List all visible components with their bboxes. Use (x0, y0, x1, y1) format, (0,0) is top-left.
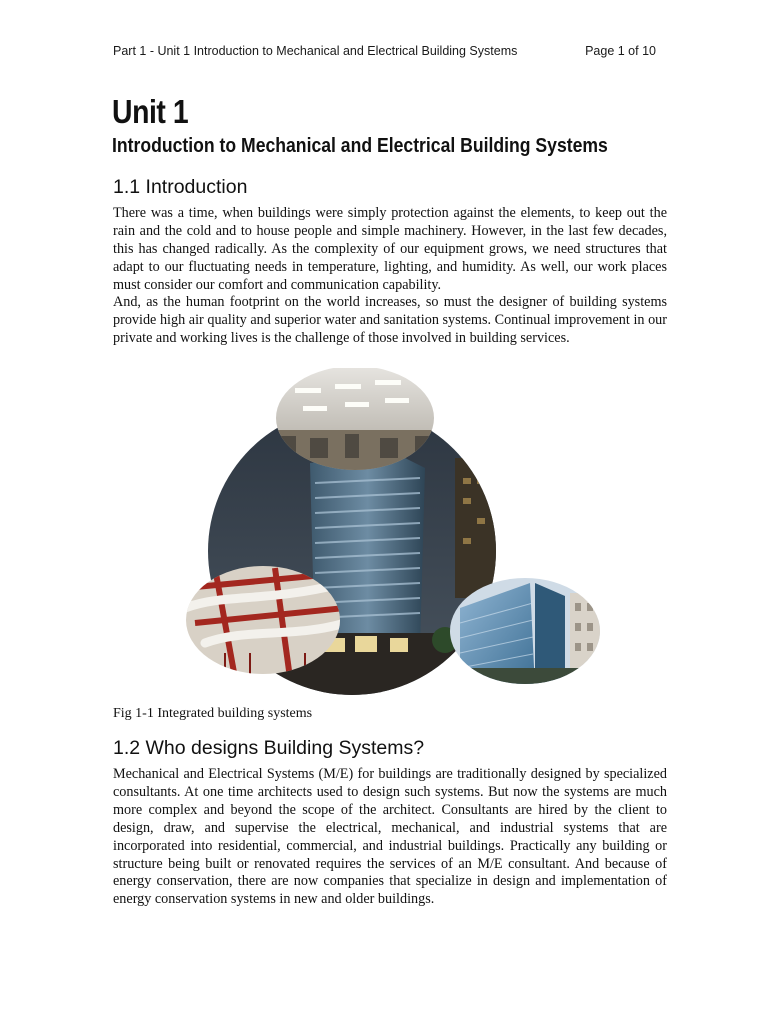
unit-title: Unit 1 (112, 93, 189, 130)
header-page-number: Page 1 of 10 (585, 44, 656, 58)
section-heading-who-designs: 1.2 Who designs Building Systems? (113, 737, 425, 759)
header-document-title: Part 1 - Unit 1 Introduction to Mechanical and Electrical Building Systems (113, 44, 518, 58)
unit-subtitle: Introduction to Mechanical and Electrical Building Systems (112, 135, 608, 157)
intro-paragraph-2: And, as the human footprint on the world increases, so must the designer of building systems provide high air quality and superior water and sanitation systems. Continual improvement in our private and working lives is the challenge of those involved in building services. (113, 294, 667, 346)
figure-caption: Fig 1-1 Integrated building systems (113, 706, 313, 721)
who-designs-paragraph: Mechanical and Electrical Systems (M/E) for buildings are traditionally designed by specialized consultants. At one time architects used to design such systems. But now the systems are much more complex and beyond the scope of the architect. Consultants are hired by the client to design, draw, and supervise the electrical, mechanical, and industrial systems that are incorporated into residential, commercial, and industrial buildings. Practically any building or structure being built or renovated requires the services of an M/E consultant. And because of energy conservation, there are now companies that specialize in design and implementation of energy conservation systems in new and older buildings. (113, 766, 667, 908)
intro-paragraph-1: There was a time, when buildings were simply protection against the elements, to keep out the rain and the cold and to house people and simple machinery. However, in the last few decades, this has changed radically. As the complexity of our equipment grows, we need structures that adapt to our fluctuating needs in temperature, lighting, and humidity. As well, our work places must consider our comfort and communication capability. (113, 205, 667, 293)
integrated-building-systems-figure (185, 368, 605, 703)
section-heading-introduction: 1.1 Introduction (113, 176, 248, 198)
